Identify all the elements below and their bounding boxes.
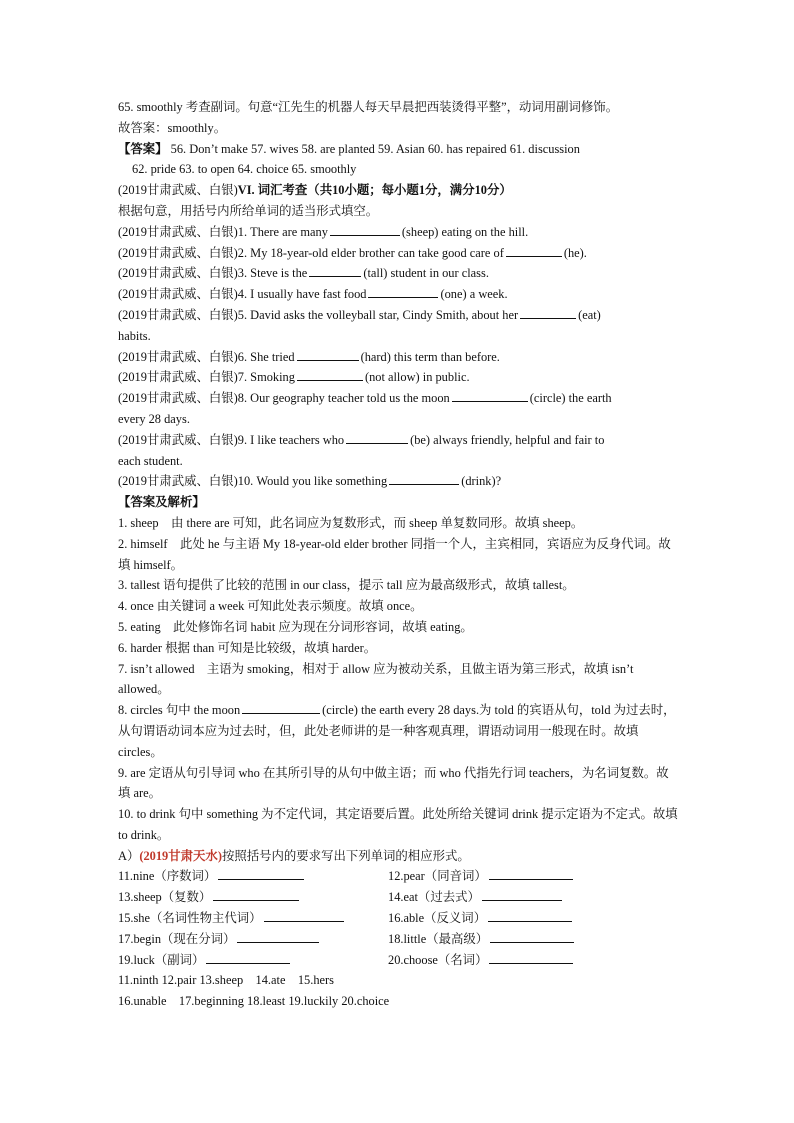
question-text: 3. Steve is the <box>237 266 308 281</box>
question-list <box>118 222 678 492</box>
answer-blank[interactable] <box>346 430 408 444</box>
question-source: (2019甘肃武威、白银) <box>118 287 238 302</box>
section-vi-source: (2019甘肃武威、白银) <box>118 183 238 198</box>
answer-blank[interactable] <box>297 347 359 361</box>
question-text: 2. My 18-year-old elder brother can take good care of <box>237 245 504 260</box>
explanation-8-end: (circle) the earth every 28 days.为 told 的宾语从句，told 为过去时，从句谓语动词本应为过去时，但，此处老师讲的是一种客观真理，谓语动词用一般现在时。故填 circles。 <box>118 703 676 759</box>
question-hint: (eat) <box>578 307 601 322</box>
blank-line <box>242 700 320 714</box>
answer-blank[interactable] <box>206 950 290 964</box>
question-source: (2019甘肃武威、白银) <box>118 224 238 239</box>
answer-explanation-title: 【答案及解析】 <box>118 495 205 510</box>
answer-tag: 【答案】 <box>118 141 168 156</box>
explanation-item: 7. isn’t allowed 主语为 smoking，相对于 allow 应为被动关系，且做主语为第三形式，故填 isn’t allowed。 <box>118 661 634 697</box>
explanation-8-start: 8. circles 句中 the moon <box>118 703 241 718</box>
question-item <box>118 305 678 326</box>
explanation-item: 3. tallest 语句提供了比较的范围 in our class，提示 tall 应为最高级形式，故填 tallest。 <box>118 578 575 593</box>
word-form-prompt: 13.sheep（复数） <box>118 890 212 905</box>
question-source: (2019甘肃武威、白银) <box>118 391 238 406</box>
word-form-prompt: 14.eat（过去式） <box>388 890 480 905</box>
question-text: 4. I usually have fast food <box>237 287 367 302</box>
question-item <box>118 222 678 243</box>
answer-blank[interactable] <box>482 887 562 901</box>
word-form-item <box>388 950 678 971</box>
question-hint: (be) always friendly, helpful and fair to <box>410 432 605 447</box>
word-form-item <box>388 887 678 908</box>
answer-blank[interactable] <box>213 887 299 901</box>
explanation-list <box>118 513 678 700</box>
explanation-item: 2. himself 此处 he 与主语 My 18-year-old elder brother 同指一个人，主宾相同，宾语应为反身代词。故填 himself。 <box>118 536 671 572</box>
section-a-prefix: A） <box>118 848 140 863</box>
word-form-prompt: 12.pear（同音词） <box>388 869 487 884</box>
section-a-instruction: 按照括号内的要求写出下列单词的相应形式。 <box>221 848 470 863</box>
question-item <box>118 243 678 264</box>
question-item <box>118 388 678 409</box>
word-form-prompt: 15.she（名词性物主代词） <box>118 911 262 926</box>
word-form-item <box>118 929 388 950</box>
question-hint: (tall) student in our class. <box>363 266 489 281</box>
word-form-item <box>118 908 388 929</box>
question-text: 8. Our geography teacher told us the moon <box>237 391 450 406</box>
answer-blank[interactable] <box>330 222 400 236</box>
question-hint: (not allow) in public. <box>364 370 470 385</box>
section-a-heading <box>118 846 678 867</box>
question-item <box>118 471 678 492</box>
question-hint: (hard) this term than before. <box>360 349 500 364</box>
word-form-item <box>388 908 678 929</box>
answer-blank[interactable] <box>309 263 361 277</box>
answer-blank[interactable] <box>489 866 573 880</box>
question-item <box>118 263 678 284</box>
question-source: (2019甘肃武威、白银) <box>118 474 238 489</box>
answer-key-line-2: 62. pride 63. to open 64. choice 65. smoothly <box>132 162 357 177</box>
word-form-prompt: 20.choose（名词） <box>388 952 488 967</box>
answer-blank[interactable] <box>297 367 363 381</box>
question-hint: (circle) the earth <box>529 391 612 406</box>
word-form-prompt: 19.luck（副词） <box>118 952 205 967</box>
word-form-grid <box>118 866 678 970</box>
answer-key-line <box>118 139 678 160</box>
question-text: 10. Would you like something <box>237 474 388 489</box>
question-source: (2019甘肃武威、白银) <box>118 349 238 364</box>
word-form-prompt: 18.little（最高级） <box>388 931 489 946</box>
section-a-answers-1: 11.ninth 12.pair 13.sheep 14.ate 15.hers <box>118 973 334 988</box>
word-form-item <box>118 887 388 908</box>
answer-blank[interactable] <box>489 950 573 964</box>
question-item <box>118 367 678 388</box>
explanation-item <box>118 700 678 762</box>
question-continuation: each student. <box>118 453 183 468</box>
question-text: 1. There are many <box>237 224 328 239</box>
section-a-source: (2019甘肃天水) <box>139 848 222 863</box>
question-source: (2019甘肃武威、白银) <box>118 370 238 385</box>
question-hint: (drink)? <box>461 474 502 489</box>
question-text: 5. David asks the volleyball star, Cindy Smith, about her <box>237 307 519 322</box>
explanation-item: 6. harder 根据 than 可知是比较级，故填 harder。 <box>118 640 377 655</box>
answer-blank[interactable] <box>520 305 576 319</box>
question-hint: (he). <box>563 245 587 260</box>
answer-blank[interactable] <box>506 243 562 257</box>
section-vi-title: VI. 词汇考查（共10小题；每小题1分，满分10分） <box>237 183 512 198</box>
word-form-item <box>118 866 388 887</box>
question-hint: (one) a week. <box>440 287 508 302</box>
answer-blank[interactable] <box>218 866 304 880</box>
section-vi-instruction: 根据句意，用括号内所给单词的适当形式填空。 <box>118 203 379 218</box>
question-source: (2019甘肃武威、白银) <box>118 245 238 260</box>
question-source: (2019甘肃武威、白银) <box>118 266 238 281</box>
answer-key-text: 56. Don’t make 57. wives 58. are planted 59. Asian 60. has repaired 61. discussion <box>167 141 580 156</box>
section-vi-heading <box>118 180 678 201</box>
answer-blank[interactable] <box>452 388 528 402</box>
question-text: 6. She tried <box>237 349 295 364</box>
question-item <box>118 284 678 305</box>
explanation-item: 5. eating 此处修饰名词 habit 应为现在分词形容词，故填 eating。 <box>118 619 473 634</box>
question-item <box>118 347 678 368</box>
answer-blank[interactable] <box>368 284 438 298</box>
word-form-prompt: 17.begin（现在分词） <box>118 931 236 946</box>
question-text: 9. I like teachers who <box>237 432 345 447</box>
answer-blank[interactable] <box>264 908 344 922</box>
document-page <box>118 97 678 1012</box>
explanation-item: 10. to drink 句中 something 为不定代词，其定语要后置。此处所给关键词 drink 提示定语为不定式。故填 to drink。 <box>118 807 678 842</box>
explanation-item: 1. sheep 由 there are 可知，此名词应为复数形式，而 sheep 单复数同形。故填 sheep。 <box>118 515 584 530</box>
answer-blank[interactable] <box>389 471 459 485</box>
word-form-item <box>118 950 388 971</box>
explanation-65: 65. smoothly 考查副词。句意“江先生的机器人每天早晨把西装烫得平整”，动词用副词修饰。 <box>118 100 619 114</box>
question-hint: (sheep) eating on the hill. <box>401 224 529 239</box>
answer-blank[interactable] <box>237 929 319 943</box>
answer-65-conclusion: 故答案：smoothly。 <box>118 120 227 135</box>
word-form-item <box>388 866 678 887</box>
section-a-answers-2: 16.unable 17.beginning 18.least 19.luckily 20.choice <box>118 994 390 1009</box>
answer-blank[interactable] <box>488 908 572 922</box>
question-source: (2019甘肃武威、白银) <box>118 432 238 447</box>
question-source: (2019甘肃武威、白银) <box>118 307 238 322</box>
word-form-prompt: 11.nine（序数词） <box>118 869 217 884</box>
question-continuation: habits. <box>118 328 151 343</box>
word-form-prompt: 16.able（反义词） <box>388 911 487 926</box>
explanation-item: 4. once 由关键词 a week 可知此处表示频度。故填 once。 <box>118 599 423 614</box>
question-text: 7. Smoking <box>237 370 295 385</box>
answer-blank[interactable] <box>490 929 574 943</box>
word-form-item <box>388 929 678 950</box>
question-item <box>118 430 678 451</box>
explanation-item: 9. are 定语从句引导词 who 在其所引导的从句中做主语；而 who 代指先行词 teachers，为名词复数。故填 are。 <box>118 765 669 801</box>
question-continuation: every 28 days. <box>118 411 190 426</box>
